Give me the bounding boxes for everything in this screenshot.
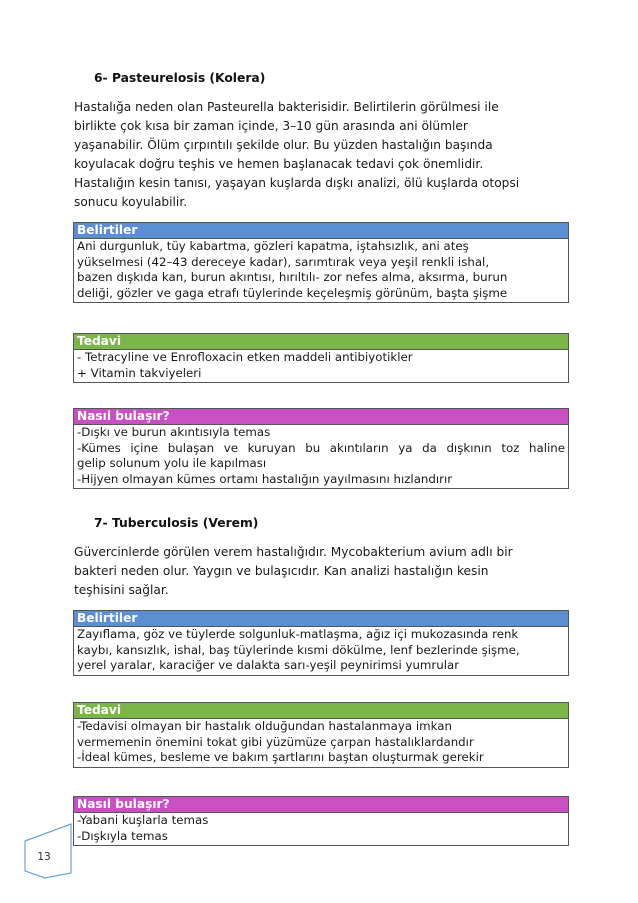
tedavi-content [74,719,568,767]
belirtiler-header: Belirtiler [74,223,568,238]
box-line: bazen dışkıda kan, burun akıntısı, hırıltılı- zor nefes alma, aksırma, burun [77,270,508,285]
box-line: -İdeal kümes, besleme ve bakım şartlarını baştan oluşturmak gerekir [77,750,484,765]
box-line: -Yabani kuşlarla temas [77,813,209,827]
box-line: -Dışkıyla temas [77,828,168,843]
box-line: yerel yaralar, karaciğer ve dalakta sarı-yeşil peynirimsi yumrular [77,658,460,673]
section-title-tuberculosis: 7- Tuberculosis (Verem) [94,516,259,530]
box-line: + Vitamin takviyeleri [77,365,202,380]
belirtiler-content [74,627,568,675]
box-line: yükselmesi (42–43 dereceye kadar), sarımtırak veya yeşil renkli ishal, [77,254,490,269]
bulasir-content [74,425,568,488]
belirtiler-content [74,239,568,302]
box-line: kaybı, kansızlık, ishal, baş tüylerinde kısmi dökülme, lenf bezlerinde şişme, [77,642,520,657]
tedavi-content [74,350,568,382]
paragraph-line: Güvercinlerde görülen verem hastalığıdır. Mycobakterium avium adlı bir [74,545,513,559]
box-line: -Tedavisi olmayan bir hastalık olduğundan hastalanmaya imkan [77,719,452,733]
paragraph-line: Hastalığa neden olan Pasteurella bakterisidir. Belirtilerin görülmesi ile [74,100,499,114]
bulasir-content [74,813,568,845]
bulasir-header: Nasıl bulaşır? [74,797,568,812]
paragraph-line: sonucu koyulabilir. [74,195,188,209]
bulasir-box-pasteurelosis [73,408,569,489]
page-number: 13 [37,851,51,863]
tedavi-header: Tedavi [74,334,568,349]
box-line: Zayıflama, göz ve tüylerde solgunluk-matlaşma, ağız içi mukozasında renk [77,627,519,641]
paragraph-line: birlikte çok kısa bir zaman içinde, 3–10 gün arasında ani ölümler [74,119,468,133]
box-line: deliği, gözler ve gaga etrafı tüylerinde keçeleşmiş görünüm, başta şişme [77,285,508,300]
paragraph-line: Hastalığın kesin tanısı, yaşayan kuşlarda dışkı analizi, ölü kuşlarda otopsi [74,176,520,190]
belirtiler-box-pasteurelosis [73,222,569,303]
box-line: - Tetracyline ve Enrofloxacin etken maddeli antibiyotikler [77,350,413,364]
tuberculosis-description [74,543,563,600]
tedavi-header: Tedavi [74,703,568,718]
bulasir-header: Nasıl bulaşır? [74,409,568,424]
box-line: Ani durgunluk, tüy kabartma, gözleri kapatma, iştahsızlık, ani ateş [77,239,469,253]
box-line: gelip solunum yolu ile kapılması [77,456,267,471]
belirtiler-box-tuberculosis [73,610,569,676]
bulasir-box-tuberculosis [73,796,569,846]
paragraph-line: bakteri neden olur. Yaygın ve bulaşıcıdır. Kan analizi hastalığın kesin [74,564,489,578]
paragraph-line: teşhisini sağlar. [74,583,169,597]
box-line: vermemenin önemini tokat gibi yüzümüze çarpan hastalıklardandır [77,734,474,749]
paragraph-line: yaşanabilir. Ölüm çırpıntılı şekilde olur. Bu yüzden hastalığın başında [74,138,493,152]
belirtiler-header: Belirtiler [74,611,568,626]
box-line: -Hijyen olmayan kümes ortamı hastalığın yayılmasını hızlandırır [77,471,453,486]
tedavi-box-tuberculosis [73,702,569,768]
box-line: -Kümes içine bulaşan ve kuruyan bu akıntıların ya da dışkının toz haline [77,440,565,455]
pasteurelosis-description [74,98,563,212]
tedavi-box-pasteurelosis [73,333,569,383]
section-title-pasteurelosis: 6- Pasteurelosis (Kolera) [94,71,266,85]
box-line: -Dışkı ve burun akıntısıyla temas [77,425,271,439]
page-number-badge [23,823,73,879]
paragraph-line: koyulacak doğru teşhis ve hemen başlanacak tedavi çok önemlidir. [74,157,484,171]
